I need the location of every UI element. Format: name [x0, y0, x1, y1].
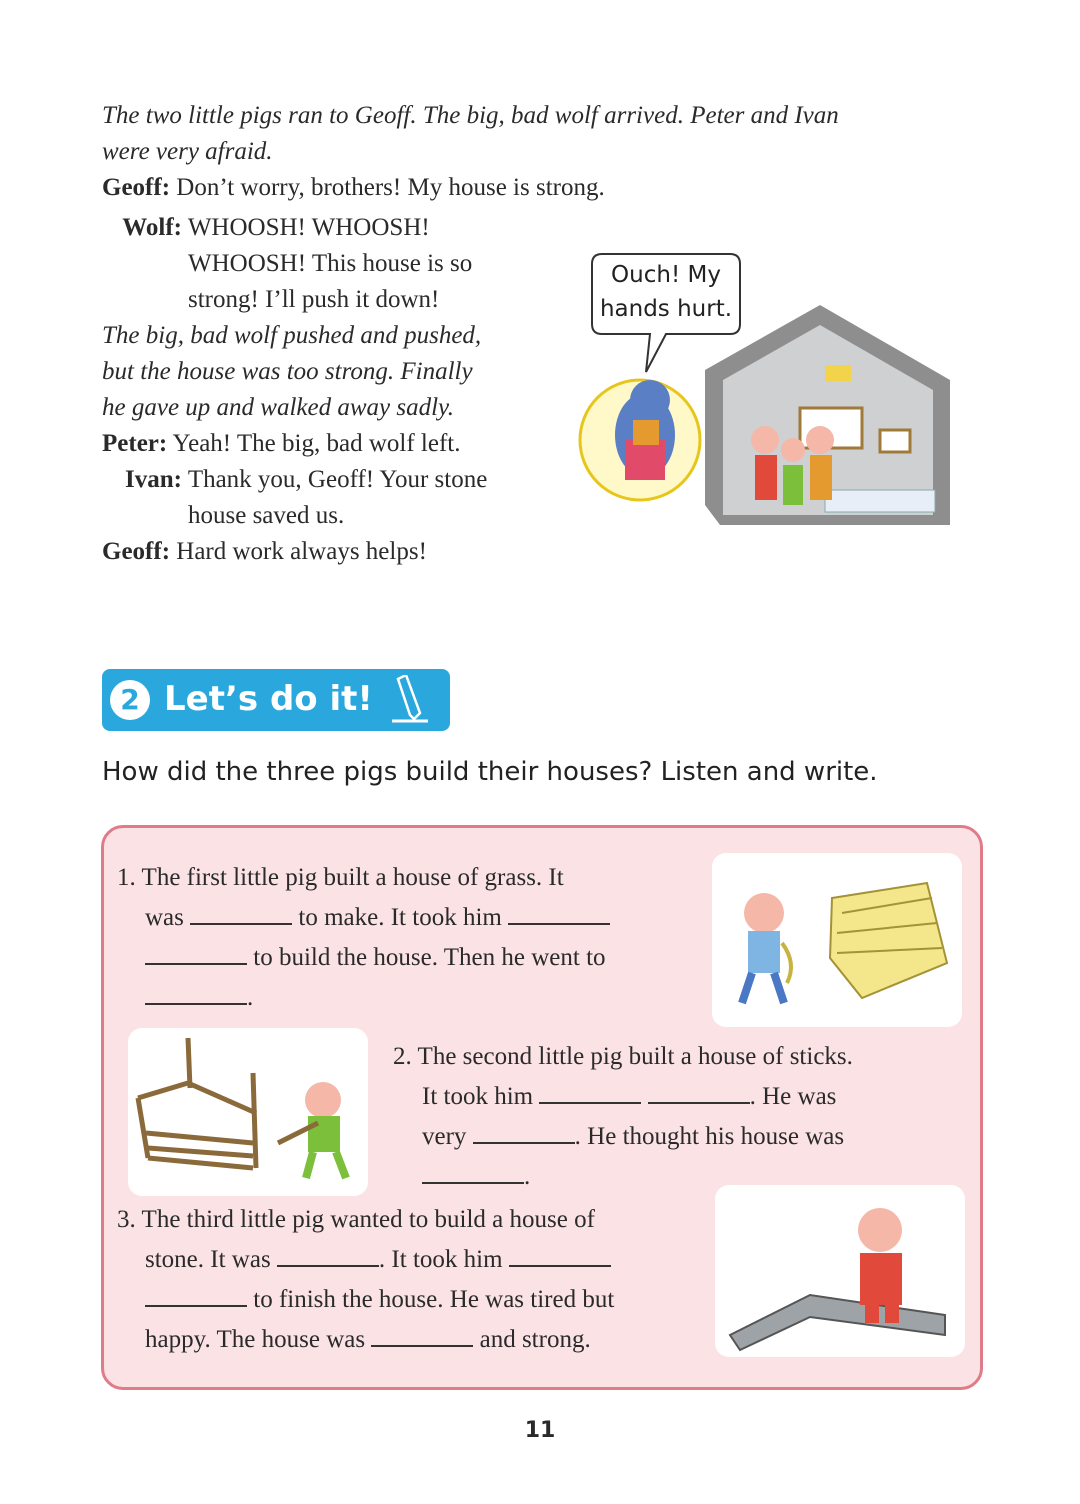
exercise-line — [117, 1280, 712, 1320]
answer-blank[interactable] — [422, 1160, 524, 1184]
answer-blank[interactable] — [371, 1323, 473, 1347]
exercise-text: . He thought his house was — [574, 1123, 845, 1150]
exercise-line — [393, 1077, 963, 1117]
speaker-label: Geoff: — [102, 538, 171, 565]
pencil-icon — [384, 675, 434, 727]
stone-house-picture — [715, 1185, 965, 1357]
narration: The two little pigs ran to Geoff. The big, bad wolf arrived. Peter and Ivan — [102, 102, 839, 129]
exercise-text: It took him — [422, 1083, 534, 1110]
dialogue-line — [102, 170, 982, 206]
narration: were very afraid. — [102, 138, 273, 165]
exercise-text: to build the house. Then he went to — [253, 944, 606, 971]
answer-blank[interactable] — [508, 901, 610, 925]
exercise-text: stone. It was — [145, 1246, 271, 1273]
dialogue-text: WHOOSH! WHOOSH! — [187, 214, 430, 241]
bubble-text: hands hurt. — [599, 296, 733, 322]
dialogue-text: house saved us. — [188, 502, 345, 529]
exercise-text: was — [145, 904, 184, 931]
dialogue-line — [102, 426, 552, 462]
section-number: 2 — [110, 680, 150, 720]
exercise-line — [393, 1117, 963, 1157]
story-dialogue — [102, 210, 552, 570]
dialogue-text: strong! I’ll push it down! — [188, 286, 440, 313]
answer-blank[interactable] — [145, 981, 247, 1005]
answer-blank[interactable] — [277, 1243, 379, 1267]
exercise-text: . It took him — [378, 1246, 503, 1273]
dialogue-line — [102, 534, 552, 570]
grass-house-picture — [712, 853, 962, 1027]
exercise-line — [117, 1320, 712, 1360]
exercise-line — [117, 1240, 712, 1280]
speaker-label: Geoff: — [102, 174, 171, 201]
stone-house-illustration — [555, 290, 975, 550]
dialogue-line — [102, 210, 552, 246]
exercise-text: 3. The third little pig wanted to build a house of — [117, 1206, 595, 1233]
exercise-text: and strong. — [479, 1326, 591, 1353]
narration: he gave up and walked away sadly. — [102, 394, 455, 421]
exercise-text: to make. It took him — [298, 904, 502, 931]
dialogue-text: WHOOSH! This house is so — [188, 250, 473, 277]
answer-blank[interactable] — [473, 1120, 575, 1144]
grass-house-illustration — [712, 853, 962, 1027]
exercise-text: . — [524, 1163, 531, 1190]
instruction-text: How did the three pigs build their houses? Listen and write. — [102, 757, 878, 787]
speaker-label: Ivan: — [125, 466, 182, 493]
stick-house-picture — [128, 1028, 368, 1196]
dialogue-line — [102, 462, 552, 498]
answer-blank[interactable] — [539, 1080, 641, 1104]
speaker-label: Wolf: — [122, 214, 182, 241]
exercise-text: . He was — [749, 1083, 837, 1110]
exercise-text: very — [422, 1123, 467, 1150]
exercise-2 — [393, 1037, 963, 1197]
story-intro — [102, 98, 982, 206]
page-number: 11 — [524, 1418, 556, 1443]
exercise-line — [117, 898, 707, 938]
exercise-3 — [117, 1200, 712, 1360]
stone-wall-illustration — [715, 1185, 965, 1357]
exercise-line — [117, 938, 707, 978]
exercise-text: 2. The second little pig built a house of sticks. — [393, 1043, 853, 1070]
exercise-text: 1. The first little pig built a house of grass. It — [117, 864, 564, 891]
dialogue-text: Thank you, Geoff! Your stone — [187, 466, 488, 493]
answer-blank[interactable] — [145, 1283, 247, 1307]
exercise-text: happy. The house was — [145, 1326, 366, 1353]
exercise-1 — [117, 858, 707, 1018]
dialogue-text: Hard work always helps! — [176, 538, 427, 565]
speaker-label: Peter: — [102, 430, 168, 457]
answer-blank[interactable] — [648, 1080, 750, 1104]
narration: The big, bad wolf pushed and pushed, — [102, 322, 482, 349]
exercise-text: . — [247, 984, 254, 1011]
exercise-line — [117, 978, 707, 1018]
narration: but the house was too strong. Finally — [102, 358, 473, 385]
exercise-text: to finish the house. He was tired but — [253, 1286, 615, 1313]
answer-blank[interactable] — [145, 941, 247, 965]
section-title: Let’s do it! — [164, 679, 373, 719]
section-banner — [102, 669, 450, 731]
bubble-text: Ouch! My — [611, 262, 721, 288]
exercise-line — [393, 1157, 963, 1197]
dialogue-text: Yeah! The big, bad wolf left. — [172, 430, 461, 457]
dialogue-text: Don’t worry, brothers! My house is strong. — [176, 174, 605, 201]
stick-house-illustration — [128, 1028, 368, 1196]
answer-blank[interactable] — [190, 901, 292, 925]
answer-blank[interactable] — [509, 1243, 611, 1267]
